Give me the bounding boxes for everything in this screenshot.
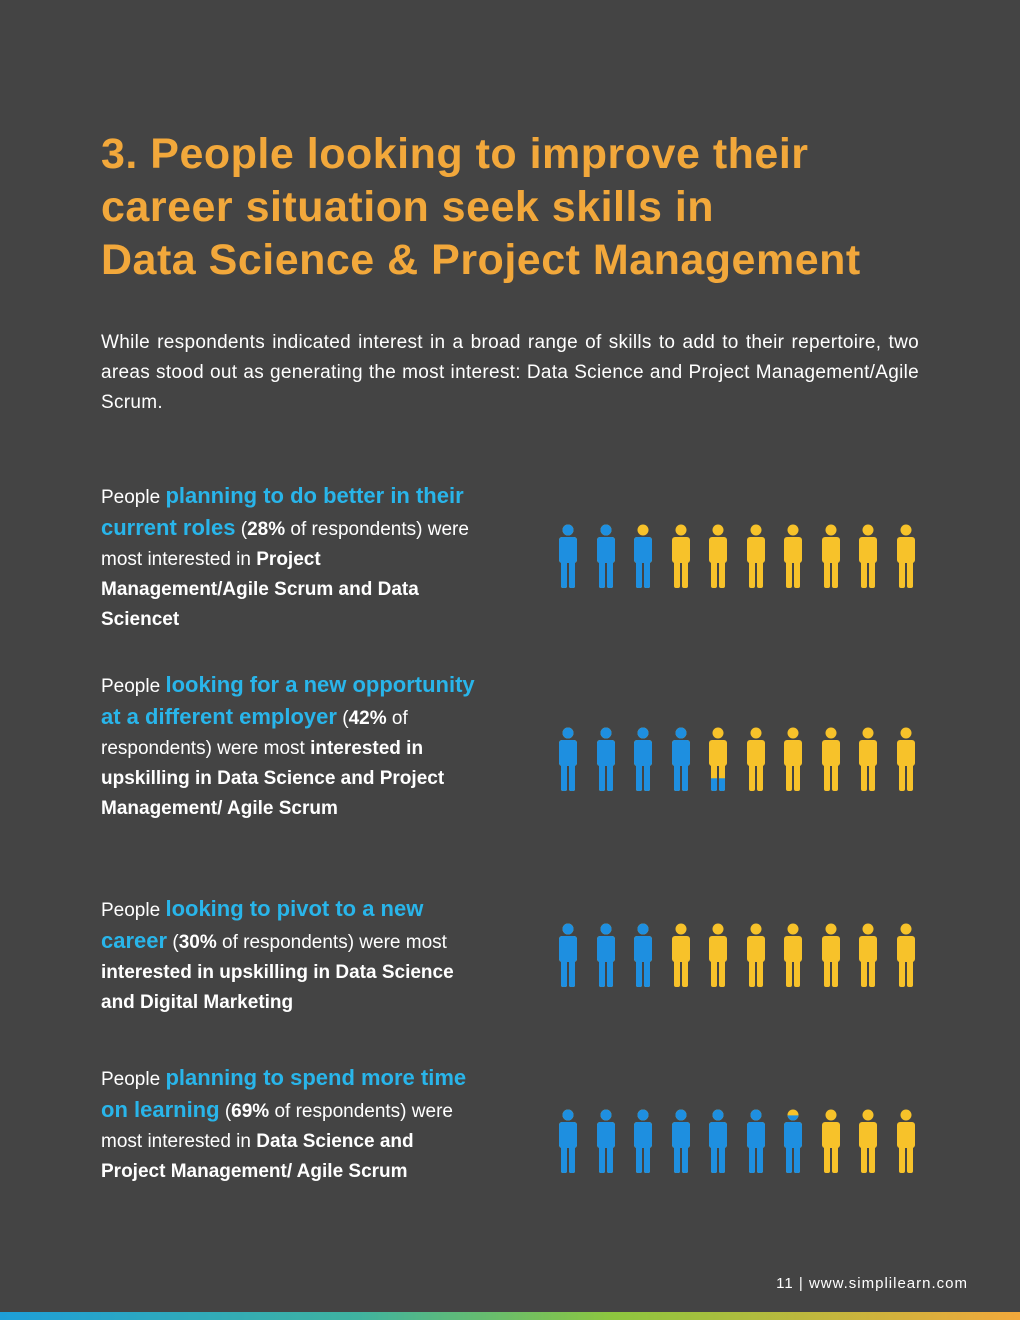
stat-highlight: looking for a new opportunity at a different employer [101, 672, 475, 729]
person-icon [895, 727, 917, 791]
person-icon [820, 727, 842, 791]
person-blue [597, 924, 615, 988]
stat-percent: 42% [348, 708, 387, 729]
person-icon [632, 923, 654, 987]
person-icon [557, 1109, 579, 1173]
footer-gradient-bar [0, 1312, 1020, 1320]
person-icon [595, 727, 617, 791]
person-blue [559, 728, 577, 792]
person-yellow [672, 924, 690, 988]
person-yellow [784, 924, 802, 988]
person-blue [559, 924, 577, 988]
person-blue [597, 728, 615, 792]
stat-prefix: People [101, 1069, 166, 1090]
people-chart-2 [557, 727, 927, 793]
person-icon [745, 923, 767, 987]
person-yellow [822, 1110, 840, 1174]
stat-highlight: looking to pivot to a new career [101, 896, 424, 953]
person-icon [595, 524, 617, 588]
person-blue [634, 924, 652, 988]
person-blue [672, 1110, 690, 1174]
stat-open: ( [219, 1101, 232, 1122]
person-icon [857, 727, 879, 791]
stat-highlight: planning to spend more time on learning [101, 1065, 467, 1122]
person-icon [857, 923, 879, 987]
person-icon [745, 524, 767, 588]
stat-bold: interested in upskilling in Data Science and Digital Marketing [101, 962, 454, 1013]
person-icon [895, 1109, 917, 1173]
stat-block-4 [101, 1063, 481, 1187]
stat-bold: Project Management/Agile Scrum and Data Sciencet [101, 549, 419, 630]
stat-highlight: planning to do better in their current roles [101, 483, 464, 540]
person-blue [784, 1110, 802, 1174]
stat-block-1 [101, 481, 481, 635]
person-yellow [709, 525, 727, 589]
person-yellow [859, 1110, 877, 1174]
title-line-3: Data Science & Project Management [101, 236, 861, 284]
person-icon [820, 1109, 842, 1173]
person-yellow [747, 525, 765, 589]
person-yellow [709, 924, 727, 988]
person-icon [670, 1109, 692, 1173]
person-icon [895, 923, 917, 987]
person-yellow [747, 924, 765, 988]
person-icon [632, 524, 654, 588]
person-yellow [672, 525, 690, 589]
stat-prefix: People [101, 900, 166, 921]
people-chart-3 [557, 923, 927, 989]
person-yellow [859, 924, 877, 988]
person-yellow [859, 525, 877, 589]
person-icon [557, 727, 579, 791]
stat-percent: 28% [247, 519, 286, 540]
person-blue [559, 1110, 577, 1174]
person-blue [597, 1110, 615, 1174]
person-icon [595, 923, 617, 987]
person-blue [559, 525, 577, 589]
people-chart-1 [557, 524, 927, 590]
person-icon [820, 524, 842, 588]
person-icon [782, 1109, 804, 1173]
person-yellow [897, 728, 915, 792]
stat-prefix: People [101, 676, 166, 697]
stat-bold: Data Science and Project Management/ Agile Scrum [101, 1131, 414, 1182]
page-footer: 11 | www.simplilearn.com [776, 1275, 968, 1292]
person-icon [782, 524, 804, 588]
person-icon [595, 1109, 617, 1173]
person-icon [707, 524, 729, 588]
person-yellow [897, 1110, 915, 1174]
person-yellow [897, 525, 915, 589]
stat-open: ( [167, 932, 179, 953]
person-blue [672, 728, 690, 792]
person-blue [709, 1110, 727, 1174]
stat-after-percent: of respondents) were most [101, 708, 408, 759]
person-yellow [822, 728, 840, 792]
person-yellow [822, 924, 840, 988]
person-icon [820, 923, 842, 987]
stat-open: ( [336, 708, 349, 729]
page-title [101, 128, 981, 287]
person-blue [747, 1110, 765, 1174]
person-yellow [859, 728, 877, 792]
person-icon [632, 1109, 654, 1173]
stat-after-percent: of respondents) were most interested in [101, 1101, 453, 1152]
stat-open: ( [235, 519, 248, 540]
people-chart-4 [557, 1109, 927, 1175]
person-icon [707, 923, 729, 987]
person-blue [634, 1110, 652, 1174]
stat-percent: 30% [178, 932, 217, 953]
person-icon [857, 524, 879, 588]
stat-after-percent: of respondents) were most [216, 932, 447, 953]
stat-prefix: People [101, 487, 166, 508]
stat-block-2 [101, 670, 481, 824]
person-icon [557, 524, 579, 588]
person-icon [670, 524, 692, 588]
person-icon [745, 1109, 767, 1173]
person-icon [895, 524, 917, 588]
stat-block-3 [101, 894, 481, 1018]
person-icon [670, 727, 692, 791]
person-icon [632, 727, 654, 791]
person-icon [857, 1109, 879, 1173]
title-line-1: 3. People looking to improve their [101, 130, 809, 178]
person-icon [745, 727, 767, 791]
person-yellow [747, 728, 765, 792]
person-blue [597, 525, 615, 589]
person-icon [707, 727, 729, 791]
person-icon [557, 923, 579, 987]
person-icon [670, 923, 692, 987]
person-icon [782, 727, 804, 791]
stat-percent: 69% [231, 1101, 270, 1122]
stat-bold: interested in upskilling in Data Science and Project Management/ Agile Scrum [101, 738, 445, 819]
person-yellow [822, 525, 840, 589]
person-yellow [784, 728, 802, 792]
stat-after-percent: of respondents) were most interested in [101, 519, 469, 570]
intro-paragraph: While respondents indicated interest in a broad range of skills to add to their repertoire, two areas stood out as generating the most interest: Data Science and Project Management/Agile Scrum. [101, 332, 919, 413]
person-yellow [784, 525, 802, 589]
person-blue [634, 728, 652, 792]
title-line-2: career situation seek skills in [101, 183, 715, 231]
person-yellow [897, 924, 915, 988]
person-icon [782, 923, 804, 987]
person-icon [707, 1109, 729, 1173]
